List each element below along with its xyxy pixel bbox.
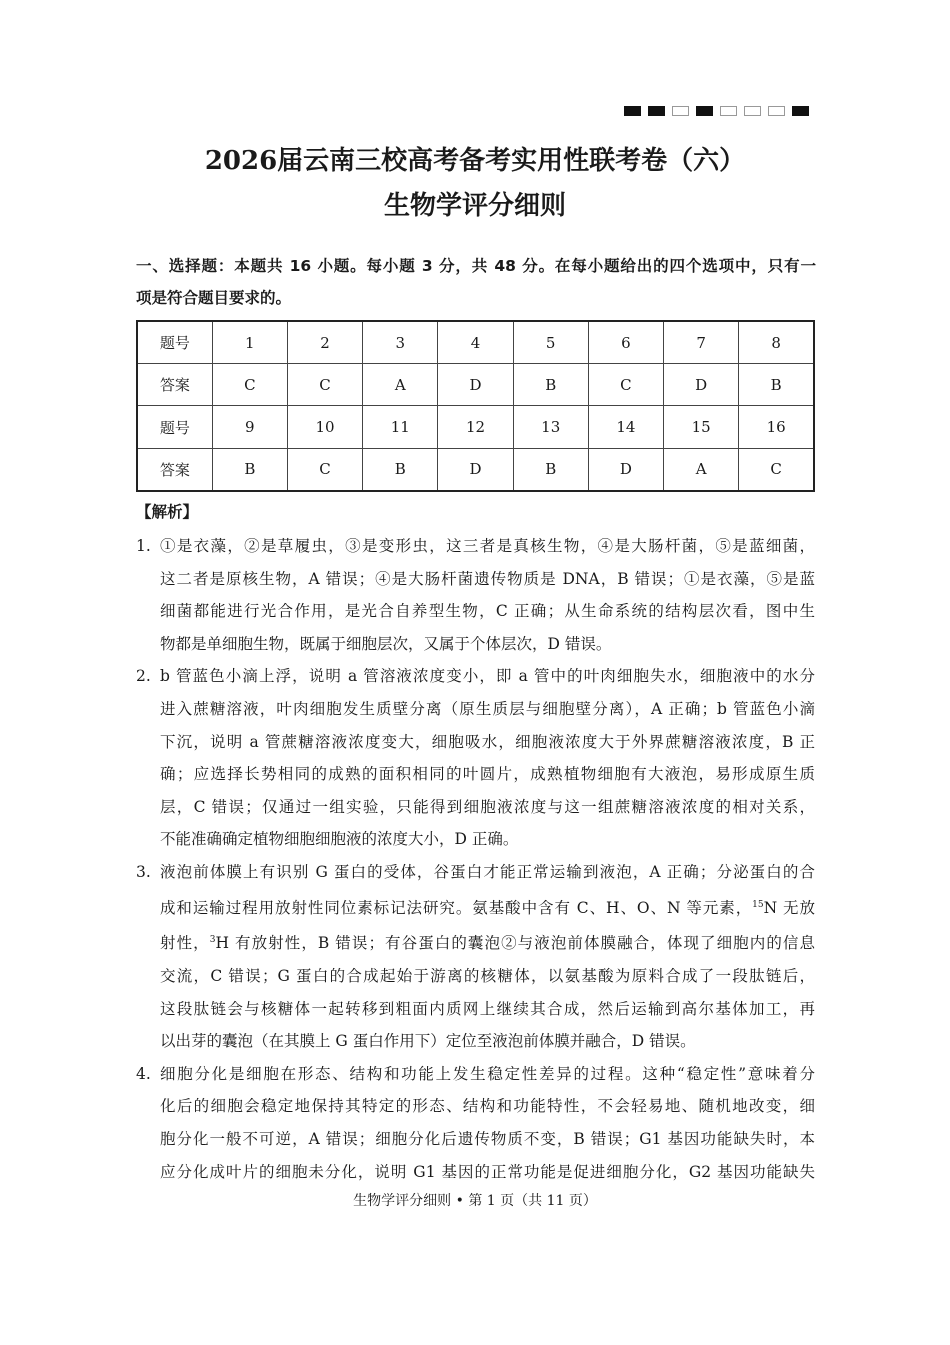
item-line <box>160 889 815 925</box>
item-line: 化后的细胞会稳定地保持其特定的形态、结构和功能特性，不会轻易地、随机地改变，细 <box>160 1097 815 1116</box>
analysis-item-1 <box>136 530 816 660</box>
item-line <box>160 924 815 960</box>
item-line: 交流，C 错误；G 蛋白的合成起始于游离的核糖体，以氨基酸为原料合成了一段肽链后， <box>160 967 815 986</box>
item-line: 下沉，说明 a 管蔗糖溶液浓度变大，细胞吸水，细胞液浓度大于外界蔗糖溶液浓度，B 正 <box>160 732 815 751</box>
table-cell: B <box>739 364 814 406</box>
line-text: H 有放射性，B 错误；有谷蛋白的囊泡②与液泡前体膜融合，体现了细胞内的信息 <box>215 934 815 953</box>
table-cell: 7 <box>664 321 739 364</box>
item-line: 胞分化一般不可逆，A 错误；细胞分化后遗传物质不变，B 错误；G1 基因功能缺失时，本 <box>160 1130 815 1148</box>
table-cell: D <box>664 364 739 406</box>
marker-box <box>744 106 761 116</box>
table-cell: C <box>588 364 663 406</box>
table-cell: 1 <box>212 321 287 364</box>
analysis-item-3 <box>136 856 816 1058</box>
item-line: 这二者是原核生物，A 错误；④是大肠杆菌遗传物质是 DNA，B 错误；①是衣藻，⑤是蓝 <box>160 569 815 588</box>
section-heading-line: 项是符合题目要求的。 <box>136 289 292 307</box>
table-cell: B <box>363 448 438 491</box>
marker-box <box>696 106 713 116</box>
item-line: 细胞分化是细胞在形态、结构和功能上发生稳定性差异的过程。这种“稳定性”意味着分 <box>160 1064 815 1083</box>
item-line: 液泡前体膜上有识别 G 蛋白的受体，谷蛋白才能正常运输到液泡，A 正确；分泌蛋白的合 <box>160 862 815 881</box>
item-number: 3. <box>136 862 151 881</box>
item-line: 物都是单细胞生物，既属于细胞层次，又属于个体层次，D 错误。 <box>160 634 612 653</box>
superscript: 15 <box>752 899 764 910</box>
page-footer: 生物学评分细则 • 第 1 页（共 11 页） <box>353 1193 597 1209</box>
document-subtitle: 生物学评分细则 <box>383 191 566 221</box>
table-cell: 2 <box>287 321 362 364</box>
analysis-item-4 <box>136 1058 816 1188</box>
section-heading-line: 一、选择题：本题共 16 小题。每小题 3 分，共 48 分。在每小题给出的四个选项中，只有一 <box>136 257 816 275</box>
table-cell: D <box>588 448 663 491</box>
item-line: 层，C 错误；仅通过一组实验，只能得到细胞液浓度与这一组蔗糖溶液浓度的相对关系， <box>160 797 815 816</box>
table-cell: D <box>438 364 513 406</box>
table-cell: 12 <box>438 406 513 448</box>
item-line: b 管蓝色小滴上浮，说明 a 管溶液浓度变小，即 a 管中的叶肉细胞失水，细胞液中的水分 <box>160 667 815 686</box>
marker-box <box>792 106 809 116</box>
table-cell: 16 <box>739 406 814 448</box>
table-cell: C <box>739 448 814 491</box>
item-line: ①是衣藻，②是草履虫，③是变形虫，这三者是真核生物，④是大肠杆菌，⑤是蓝细菌， <box>160 537 815 555</box>
analysis-item-2 <box>136 660 816 856</box>
analysis-label: 【解析】 <box>136 503 199 521</box>
answer-table <box>136 320 815 492</box>
table-row <box>137 448 814 491</box>
table-cell: 9 <box>212 406 287 448</box>
item-line: 细菌都能进行光合作用，是光合自养型生物，C 正确；从生命系统的结构层次看，图中生 <box>160 602 815 621</box>
table-cell: 8 <box>739 321 814 364</box>
line-text: 射性， <box>160 934 210 953</box>
table-cell: 13 <box>513 406 588 448</box>
item-line: 确；应选择长势相同的成熟的面积相同的叶圆片，成熟植物细胞有大液泡，易形成原生质 <box>160 765 815 784</box>
table-cell: 10 <box>287 406 362 448</box>
item-number: 4. <box>136 1064 151 1083</box>
table-cell: C <box>287 448 362 491</box>
table-cell: C <box>287 364 362 406</box>
table-row <box>137 406 814 448</box>
item-line: 以出芽的囊泡（在其膜上 G 蛋白作用下）定位至液泡前体膜并融合，D 错误。 <box>160 1032 696 1051</box>
table-cell: B <box>212 448 287 491</box>
table-cell: 15 <box>664 406 739 448</box>
table-cell: B <box>513 364 588 406</box>
table-row <box>137 321 814 364</box>
row-header-cell: 题号 <box>137 321 212 364</box>
table-cell: C <box>212 364 287 406</box>
table-cell: 5 <box>513 321 588 364</box>
line-text: N 无放 <box>763 898 815 917</box>
table-cell: D <box>438 448 513 491</box>
marker-box <box>720 106 737 116</box>
line-text: 成和运输过程用放射性同位素标记法研究。氨基酸中含有 C、H、O、N 等元素， <box>160 898 753 917</box>
table-cell: 4 <box>438 321 513 364</box>
item-number: 2. <box>136 667 151 686</box>
table-cell: A <box>664 448 739 491</box>
row-header-cell: 题号 <box>137 406 212 448</box>
marker-box <box>624 106 641 116</box>
row-header-cell: 答案 <box>137 364 212 406</box>
item-line: 应分化成叶片的细胞未分化，说明 G1 基因的正常功能是促进细胞分化，G2 基因功能缺失 <box>160 1162 815 1181</box>
table-cell: A <box>363 364 438 406</box>
item-line: 进入蔗糖溶液，叶肉细胞发生质壁分离（原生质层与细胞壁分离），A 正确；b 管蓝色小滴 <box>160 699 815 718</box>
table-cell: 3 <box>363 321 438 364</box>
marker-box <box>672 106 689 116</box>
table-cell: 6 <box>588 321 663 364</box>
item-line: 这段肽链会与核糖体一起转移到粗面内质网上继续其合成，然后运输到高尔基体加工，再 <box>160 999 815 1018</box>
table-cell: 11 <box>363 406 438 448</box>
analysis-body <box>136 530 816 1188</box>
table-row <box>137 364 814 406</box>
table-cell: 14 <box>588 406 663 448</box>
item-number: 1. <box>136 537 151 555</box>
superscript: 3 <box>209 935 216 946</box>
marker-box <box>768 106 785 116</box>
row-header-cell: 答案 <box>137 448 212 491</box>
item-line: 不能准确确定植物细胞细胞液的浓度大小，D 正确。 <box>160 830 519 849</box>
table-cell: B <box>513 448 588 491</box>
marker-box <box>648 106 665 116</box>
section-heading <box>136 250 816 314</box>
document-title: 2026届云南三校高考备考实用性联考卷（六） <box>204 146 746 176</box>
page-marker-boxes <box>624 106 809 116</box>
